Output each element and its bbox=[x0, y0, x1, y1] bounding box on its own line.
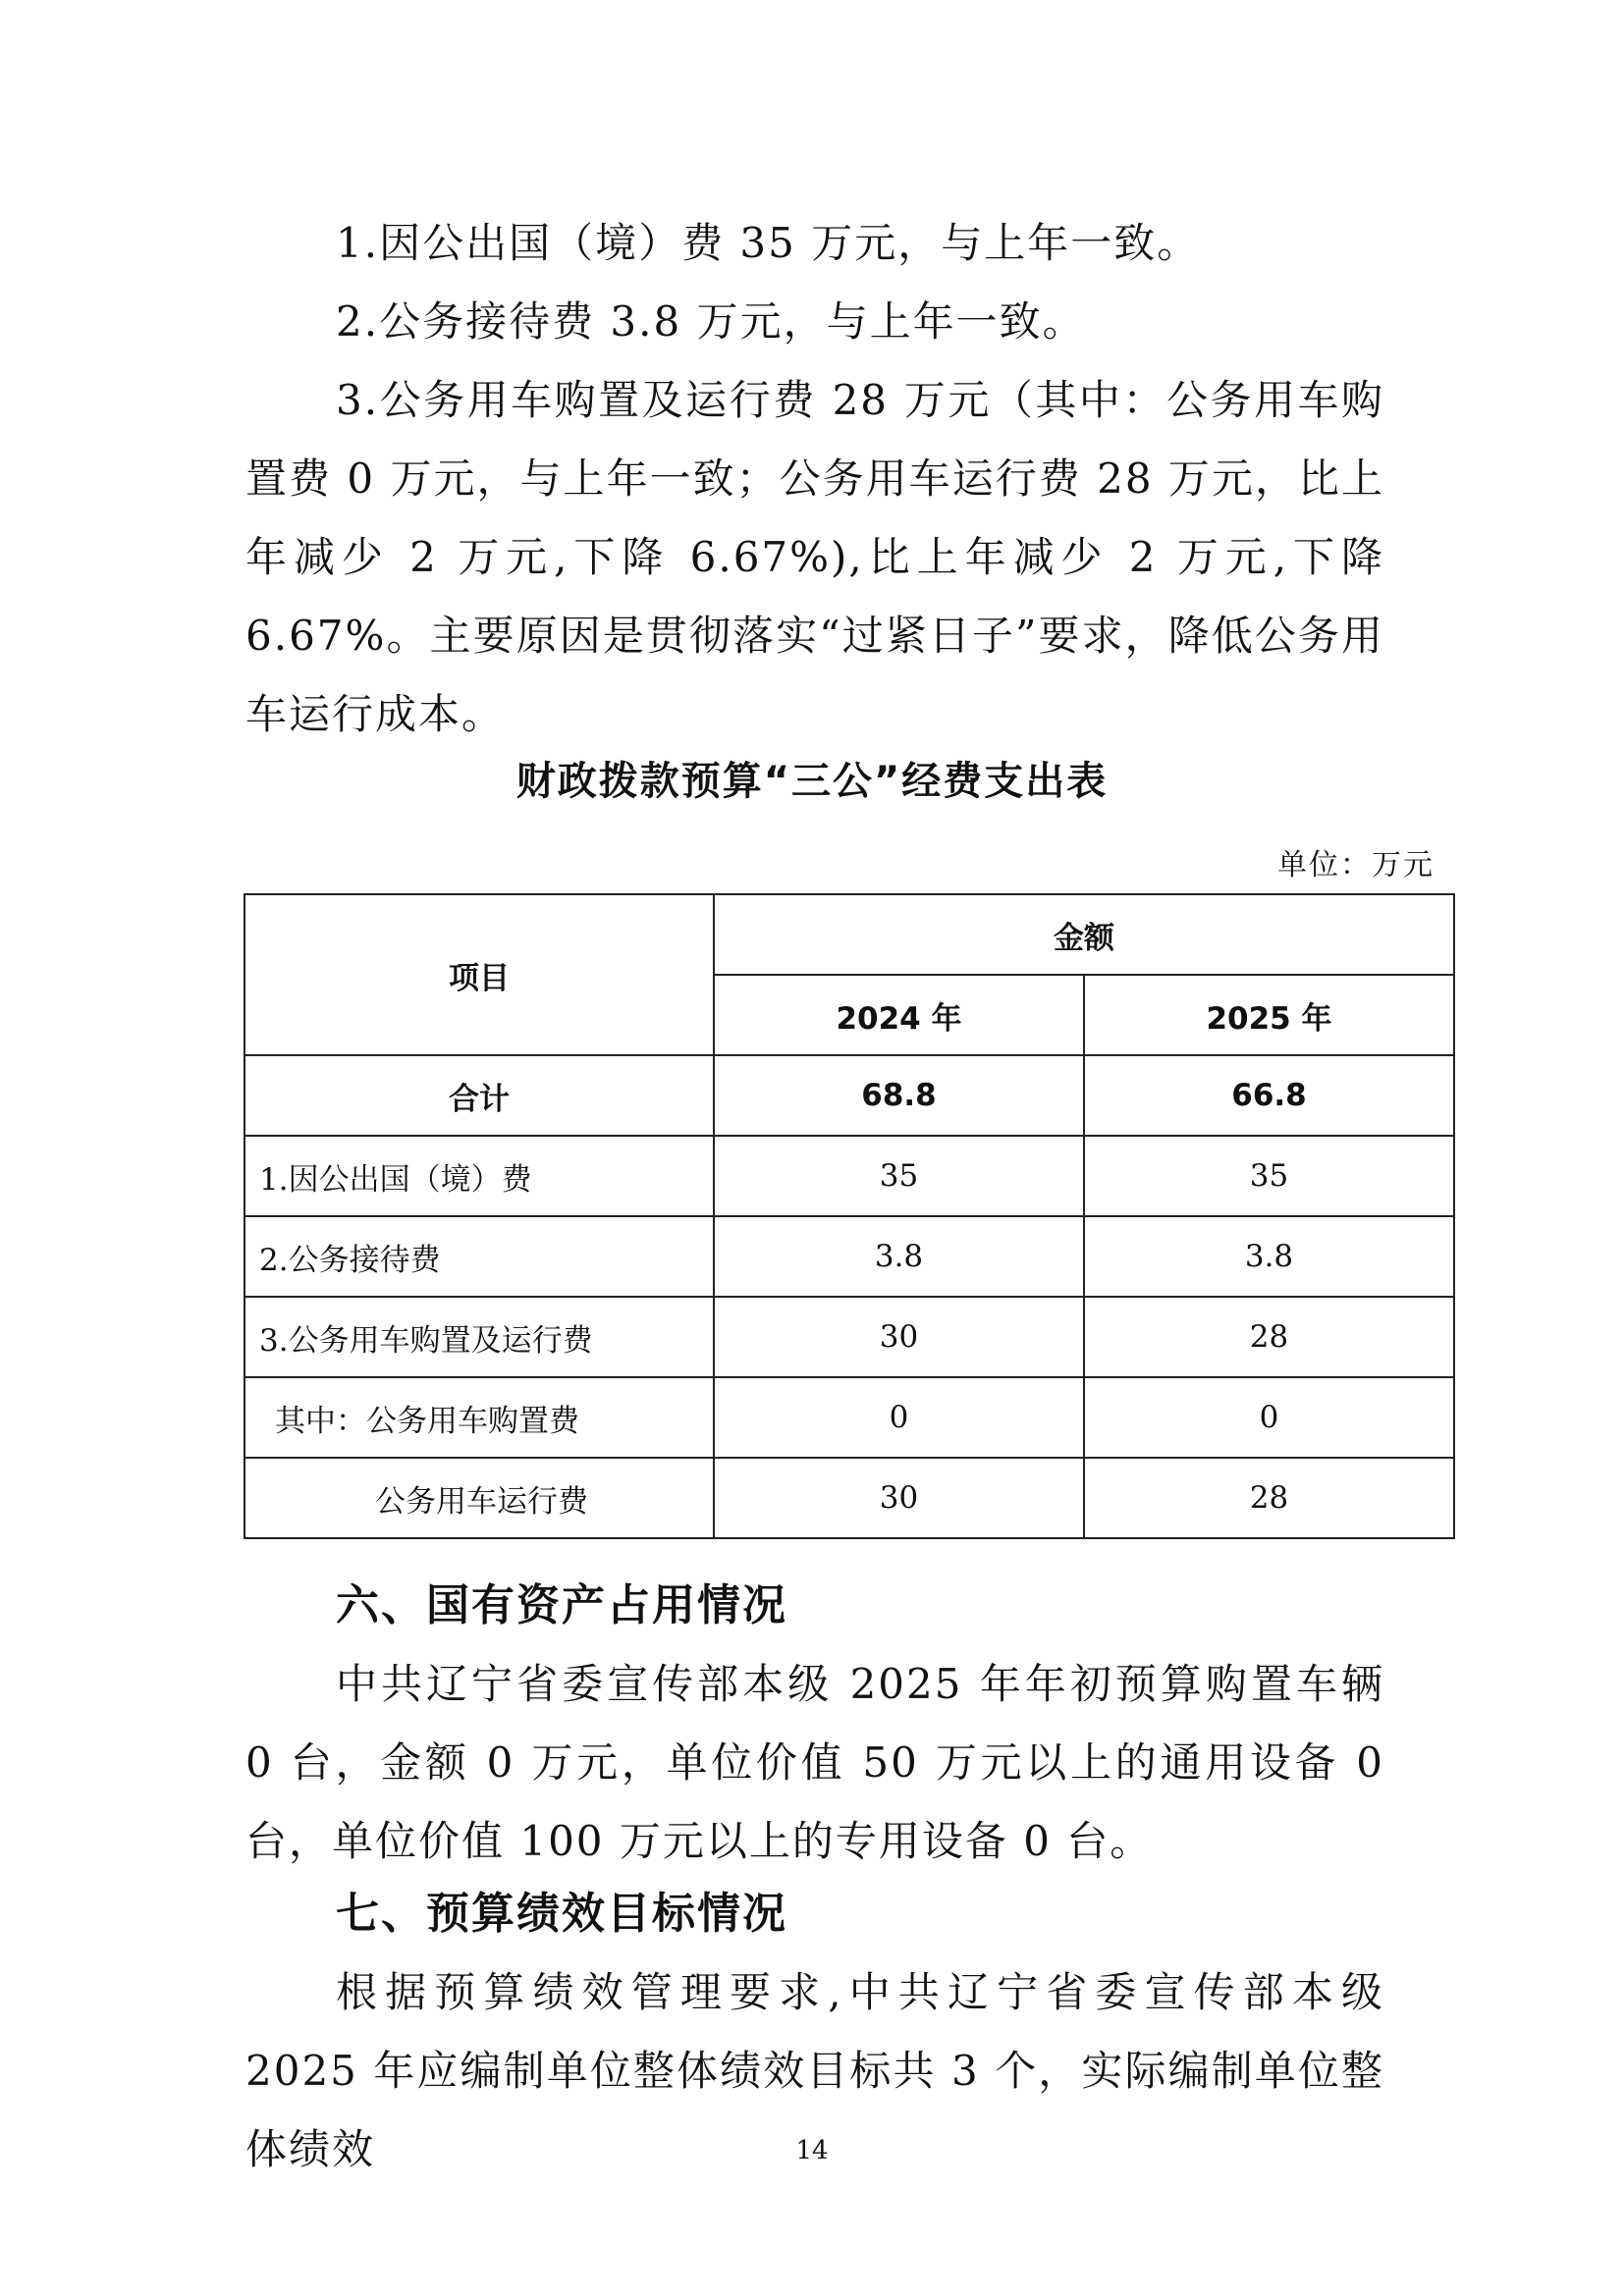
row-value-2025: 35 bbox=[1084, 1136, 1454, 1216]
row-value-2024: 30 bbox=[714, 1297, 1084, 1377]
row-label: 2.公务接待费 bbox=[244, 1216, 714, 1297]
header-amount: 金额 bbox=[714, 894, 1454, 975]
section-heading-6: 六、国有资产占用情况 bbox=[336, 1580, 787, 1630]
row-value-2025: 66.8 bbox=[1084, 1055, 1454, 1136]
row-value-2024: 30 bbox=[714, 1458, 1084, 1538]
header-item: 项目 bbox=[244, 894, 714, 1055]
unit-label: 单位：万元 bbox=[1277, 848, 1435, 882]
row-value-2025: 28 bbox=[1084, 1458, 1454, 1538]
row-label: 合计 bbox=[244, 1055, 714, 1136]
row-value-2024: 3.8 bbox=[714, 1216, 1084, 1297]
row-value-2025: 28 bbox=[1084, 1297, 1454, 1377]
header-year-2024: 2024 年 bbox=[714, 975, 1084, 1055]
row-label: 其中：公务用车购置费 bbox=[244, 1377, 714, 1458]
row-label: 1.因公出国（境）费 bbox=[244, 1136, 714, 1216]
header-year-2025: 2025 年 bbox=[1084, 975, 1454, 1055]
table-title: 财政拨款预算“三公”经费支出表 bbox=[515, 759, 1109, 804]
row-value-2024: 35 bbox=[714, 1136, 1084, 1216]
row-value-2024: 0 bbox=[714, 1377, 1084, 1458]
section-6-text: 中共辽宁省委宣传部本级 2025 年年初预算购置车辆 0 台，金额 0 万元，单位价值 50 万元以上的通用设备 0 台，单位价值 100 万元以上的专用设备 0 台。 bbox=[245, 1660, 1384, 1865]
row-label: 公务用车运行费 bbox=[244, 1458, 714, 1538]
row-value-2025: 0 bbox=[1084, 1377, 1454, 1458]
table-row bbox=[244, 1055, 1454, 1136]
paragraph-item-1: 1.因公出国（境）费 35 万元，与上年一致。 bbox=[336, 219, 1201, 267]
table-row bbox=[244, 1377, 1454, 1458]
table-row bbox=[244, 1458, 1454, 1538]
paragraph-item-3: 3.公务用车购置及运行费 28 万元（其中：公务用车购置费 0 万元，与上年一致；公务用车运行费 28 万元，比上年减少 2 万元,下降 6.67%),比上年减少 2 万元,下降 6.67%。主要原因是贯彻落实“过紧日子”要求，降低公务用车运行成本。 bbox=[245, 376, 1384, 738]
section-heading-7: 七、预算绩效目标情况 bbox=[336, 1889, 787, 1939]
row-value-2025: 3.8 bbox=[1084, 1216, 1454, 1297]
page-number: 14 bbox=[795, 2136, 829, 2165]
table-header-row bbox=[244, 894, 1454, 975]
table-row bbox=[244, 1136, 1454, 1216]
paragraph-item-2: 2.公务接待费 3.8 万元，与上年一致。 bbox=[336, 297, 1086, 346]
table-row bbox=[244, 1216, 1454, 1297]
row-label: 3.公务用车购置及运行费 bbox=[244, 1297, 714, 1377]
table-row bbox=[244, 1297, 1454, 1377]
row-value-2024: 68.8 bbox=[714, 1055, 1084, 1136]
budget-table bbox=[244, 893, 1455, 1539]
section-7-text: 根据预算绩效管理要求,中共辽宁省委宣传部本级 2025 年应编制单位整体绩效目标共 3 个，实际编制单位整体绩效 bbox=[245, 1968, 1384, 2173]
